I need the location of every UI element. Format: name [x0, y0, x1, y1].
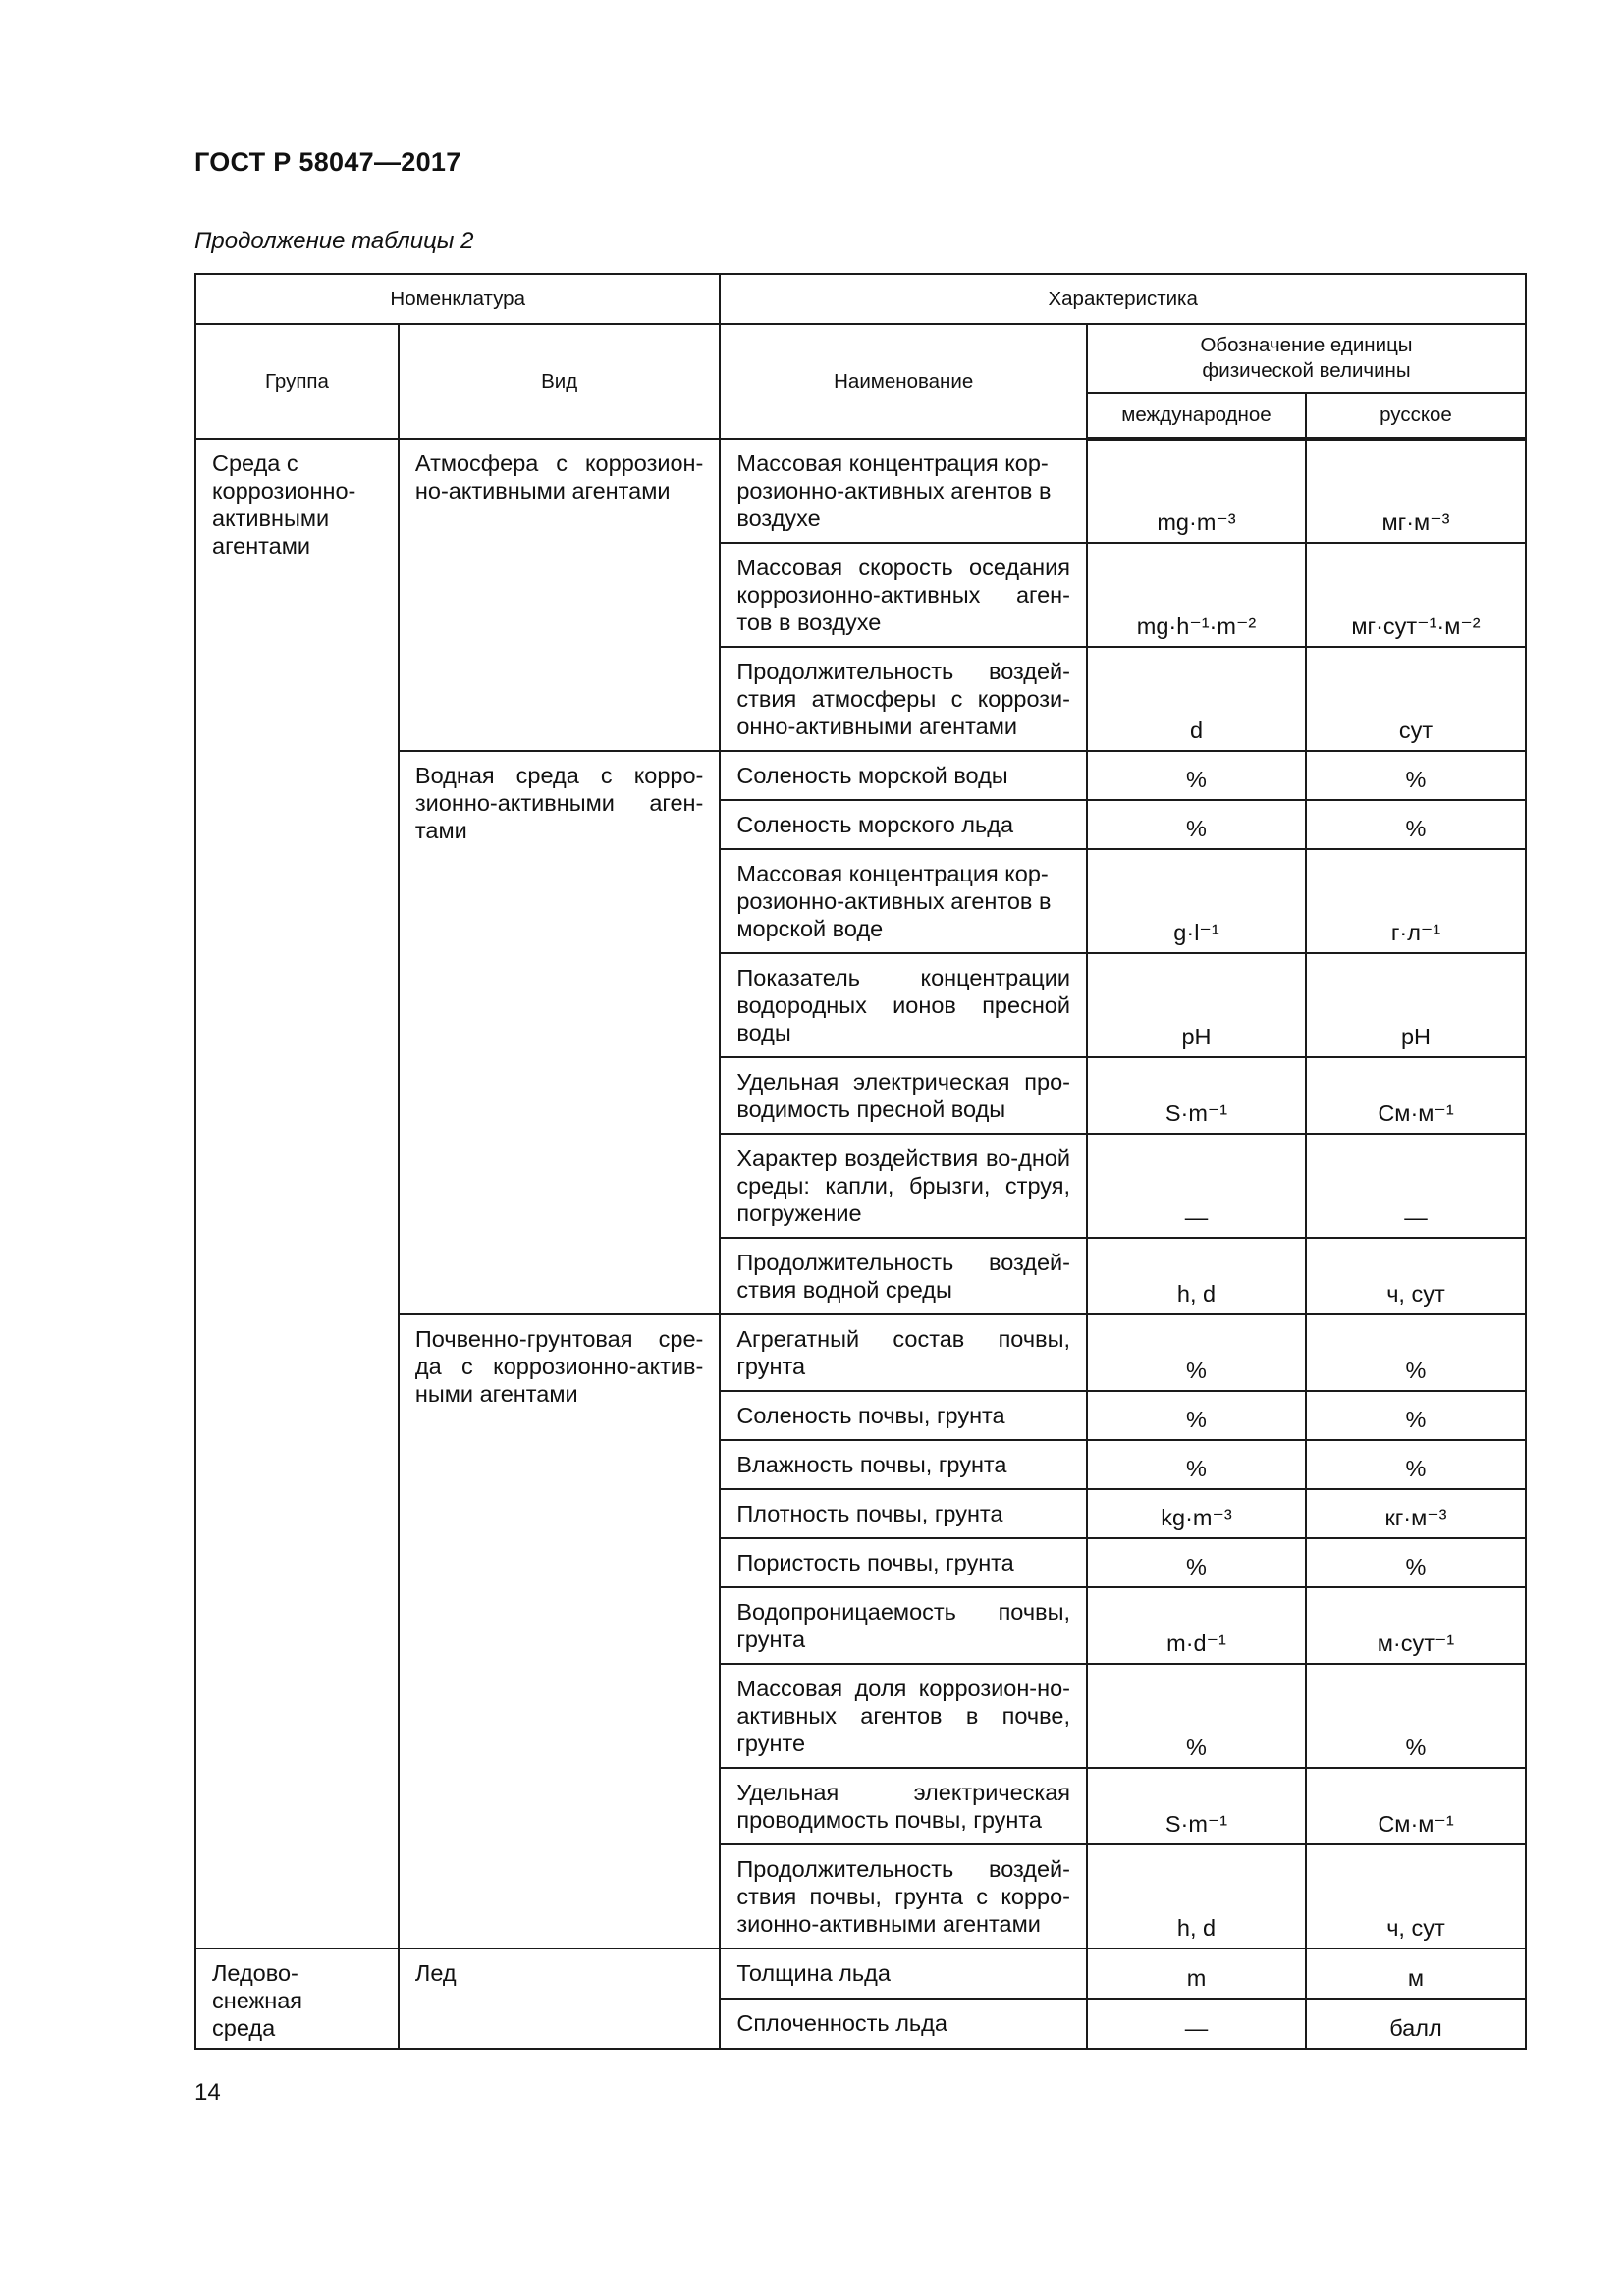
- unit-russian-cell: кг·м⁻³: [1306, 1489, 1526, 1538]
- unit-international-cell: h, d: [1087, 1844, 1306, 1949]
- unit-international-cell: m: [1087, 1949, 1306, 1999]
- unit-international-cell: %: [1087, 1314, 1306, 1391]
- kind-cell: Почвенно-грунтовая сре-да с коррозионно-актив-ными агентами: [399, 1314, 720, 1949]
- kind-cell: Лед: [399, 1949, 720, 2049]
- unit-russian-cell: См·м⁻¹: [1306, 1057, 1526, 1134]
- unit-international-cell: h, d: [1087, 1238, 1306, 1314]
- unit-international-cell: g·l⁻¹: [1087, 849, 1306, 953]
- characteristic-name-cell: Массовая концентрация кор-розионно-активных агентов в воздухе: [720, 439, 1087, 543]
- characteristic-name-cell: Соленость морской воды: [720, 751, 1087, 800]
- header-group: Группа: [195, 324, 399, 439]
- unit-international-cell: %: [1087, 800, 1306, 849]
- unit-russian-cell: балл: [1306, 1999, 1526, 2049]
- characteristic-name-cell: Продолжительность воздей-ствия почвы, грунта с корро-зионно-активными агентами: [720, 1844, 1087, 1949]
- header-characteristic: Характеристика: [720, 274, 1526, 324]
- group-cell: Среда с коррозионно-активными агентами: [195, 439, 399, 1949]
- unit-international-cell: pH: [1087, 953, 1306, 1057]
- table-row: [195, 439, 1526, 543]
- characteristic-name-cell: Удельная электрическая проводимость почвы, грунта: [720, 1768, 1087, 1844]
- group-cell: Ледово-снежная среда: [195, 1949, 399, 2049]
- characteristic-name-cell: Массовая скорость оседания коррозионно-активных аген-тов в воздухе: [720, 543, 1087, 647]
- header-nomenclature: Номенклатура: [195, 274, 720, 324]
- characteristic-name-cell: Массовая концентрация кор-розионно-активных агентов в морской воде: [720, 849, 1087, 953]
- characteristic-name-cell: Плотность почвы, грунта: [720, 1489, 1087, 1538]
- characteristics-table: [194, 273, 1527, 2050]
- table-header: [195, 274, 1526, 439]
- unit-international-cell: S·m⁻¹: [1087, 1768, 1306, 1844]
- characteristic-name-cell: Толщина льда: [720, 1949, 1087, 1999]
- unit-international-cell: %: [1087, 751, 1306, 800]
- unit-russian-cell: г·л⁻¹: [1306, 849, 1526, 953]
- unit-international-cell: d: [1087, 647, 1306, 751]
- characteristic-name-cell: Продолжительность воздей-ствия водной среды: [720, 1238, 1087, 1314]
- header-kind: Вид: [399, 324, 720, 439]
- unit-russian-cell: %: [1306, 1664, 1526, 1768]
- unit-russian-cell: —: [1306, 1134, 1526, 1238]
- table-caption: Продолжение таблицы 2: [194, 228, 474, 254]
- characteristic-name-cell: Водопроницаемость почвы, грунта: [720, 1587, 1087, 1664]
- unit-russian-cell: %: [1306, 1391, 1526, 1440]
- unit-russian-cell: м: [1306, 1949, 1526, 1999]
- unit-international-cell: %: [1087, 1664, 1306, 1768]
- unit-russian-cell: %: [1306, 800, 1526, 849]
- unit-international-cell: —: [1087, 1134, 1306, 1238]
- unit-russian-cell: мг·м⁻³: [1306, 439, 1526, 543]
- unit-russian-cell: ч, сут: [1306, 1844, 1526, 1949]
- unit-international-cell: m·d⁻¹: [1087, 1587, 1306, 1664]
- unit-russian-cell: мг·сут⁻¹·м⁻²: [1306, 543, 1526, 647]
- unit-russian-cell: м·сут⁻¹: [1306, 1587, 1526, 1664]
- kind-cell: Водная среда с корро-зионно-активными аген-тами: [399, 751, 720, 1314]
- kind-cell: Атмосфера с коррозион-но-активными агентами: [399, 439, 720, 751]
- characteristic-name-cell: Показатель концентрации водородных ионов пресной воды: [720, 953, 1087, 1057]
- unit-russian-cell: %: [1306, 1538, 1526, 1587]
- page-number: 14: [194, 2079, 221, 2106]
- unit-international-cell: %: [1087, 1391, 1306, 1440]
- unit-international-cell: kg·m⁻³: [1087, 1489, 1306, 1538]
- unit-international-cell: %: [1087, 1538, 1306, 1587]
- characteristic-name-cell: Агрегатный состав почвы, грунта: [720, 1314, 1087, 1391]
- header-russian: русское: [1306, 393, 1526, 439]
- document-code: ГОСТ Р 58047—2017: [194, 147, 461, 177]
- characteristic-name-cell: Удельная электрическая про-водимость пресной воды: [720, 1057, 1087, 1134]
- characteristic-name-cell: Характер воздействия во-дной среды: капли, брызги, струя, погружение: [720, 1134, 1087, 1238]
- table-body: [195, 439, 1526, 2049]
- header-international: международное: [1087, 393, 1306, 439]
- unit-russian-cell: См·м⁻¹: [1306, 1768, 1526, 1844]
- unit-russian-cell: ч, сут: [1306, 1238, 1526, 1314]
- header-unit-designation: Обозначение единицы физической величины: [1087, 324, 1526, 393]
- unit-russian-cell: сут: [1306, 647, 1526, 751]
- characteristic-name-cell: Пористость почвы, грунта: [720, 1538, 1087, 1587]
- unit-russian-cell: %: [1306, 751, 1526, 800]
- characteristic-name-cell: Соленость почвы, грунта: [720, 1391, 1087, 1440]
- header-name: Наименование: [720, 324, 1087, 439]
- characteristic-name-cell: Массовая доля коррозион-но-активных агентов в почве, грунте: [720, 1664, 1087, 1768]
- unit-international-cell: mg·h⁻¹·m⁻²: [1087, 543, 1306, 647]
- unit-international-cell: —: [1087, 1999, 1306, 2049]
- characteristic-name-cell: Сплоченность льда: [720, 1999, 1087, 2049]
- characteristic-name-cell: Продолжительность воздей-ствия атмосферы с коррози-онно-активными агентами: [720, 647, 1087, 751]
- characteristic-name-cell: Влажность почвы, грунта: [720, 1440, 1087, 1489]
- unit-russian-cell: pH: [1306, 953, 1526, 1057]
- table-row: [195, 1949, 1526, 1999]
- unit-russian-cell: %: [1306, 1440, 1526, 1489]
- characteristic-name-cell: Соленость морского льда: [720, 800, 1087, 849]
- unit-international-cell: %: [1087, 1440, 1306, 1489]
- unit-international-cell: mg·m⁻³: [1087, 439, 1306, 543]
- unit-russian-cell: %: [1306, 1314, 1526, 1391]
- unit-international-cell: S·m⁻¹: [1087, 1057, 1306, 1134]
